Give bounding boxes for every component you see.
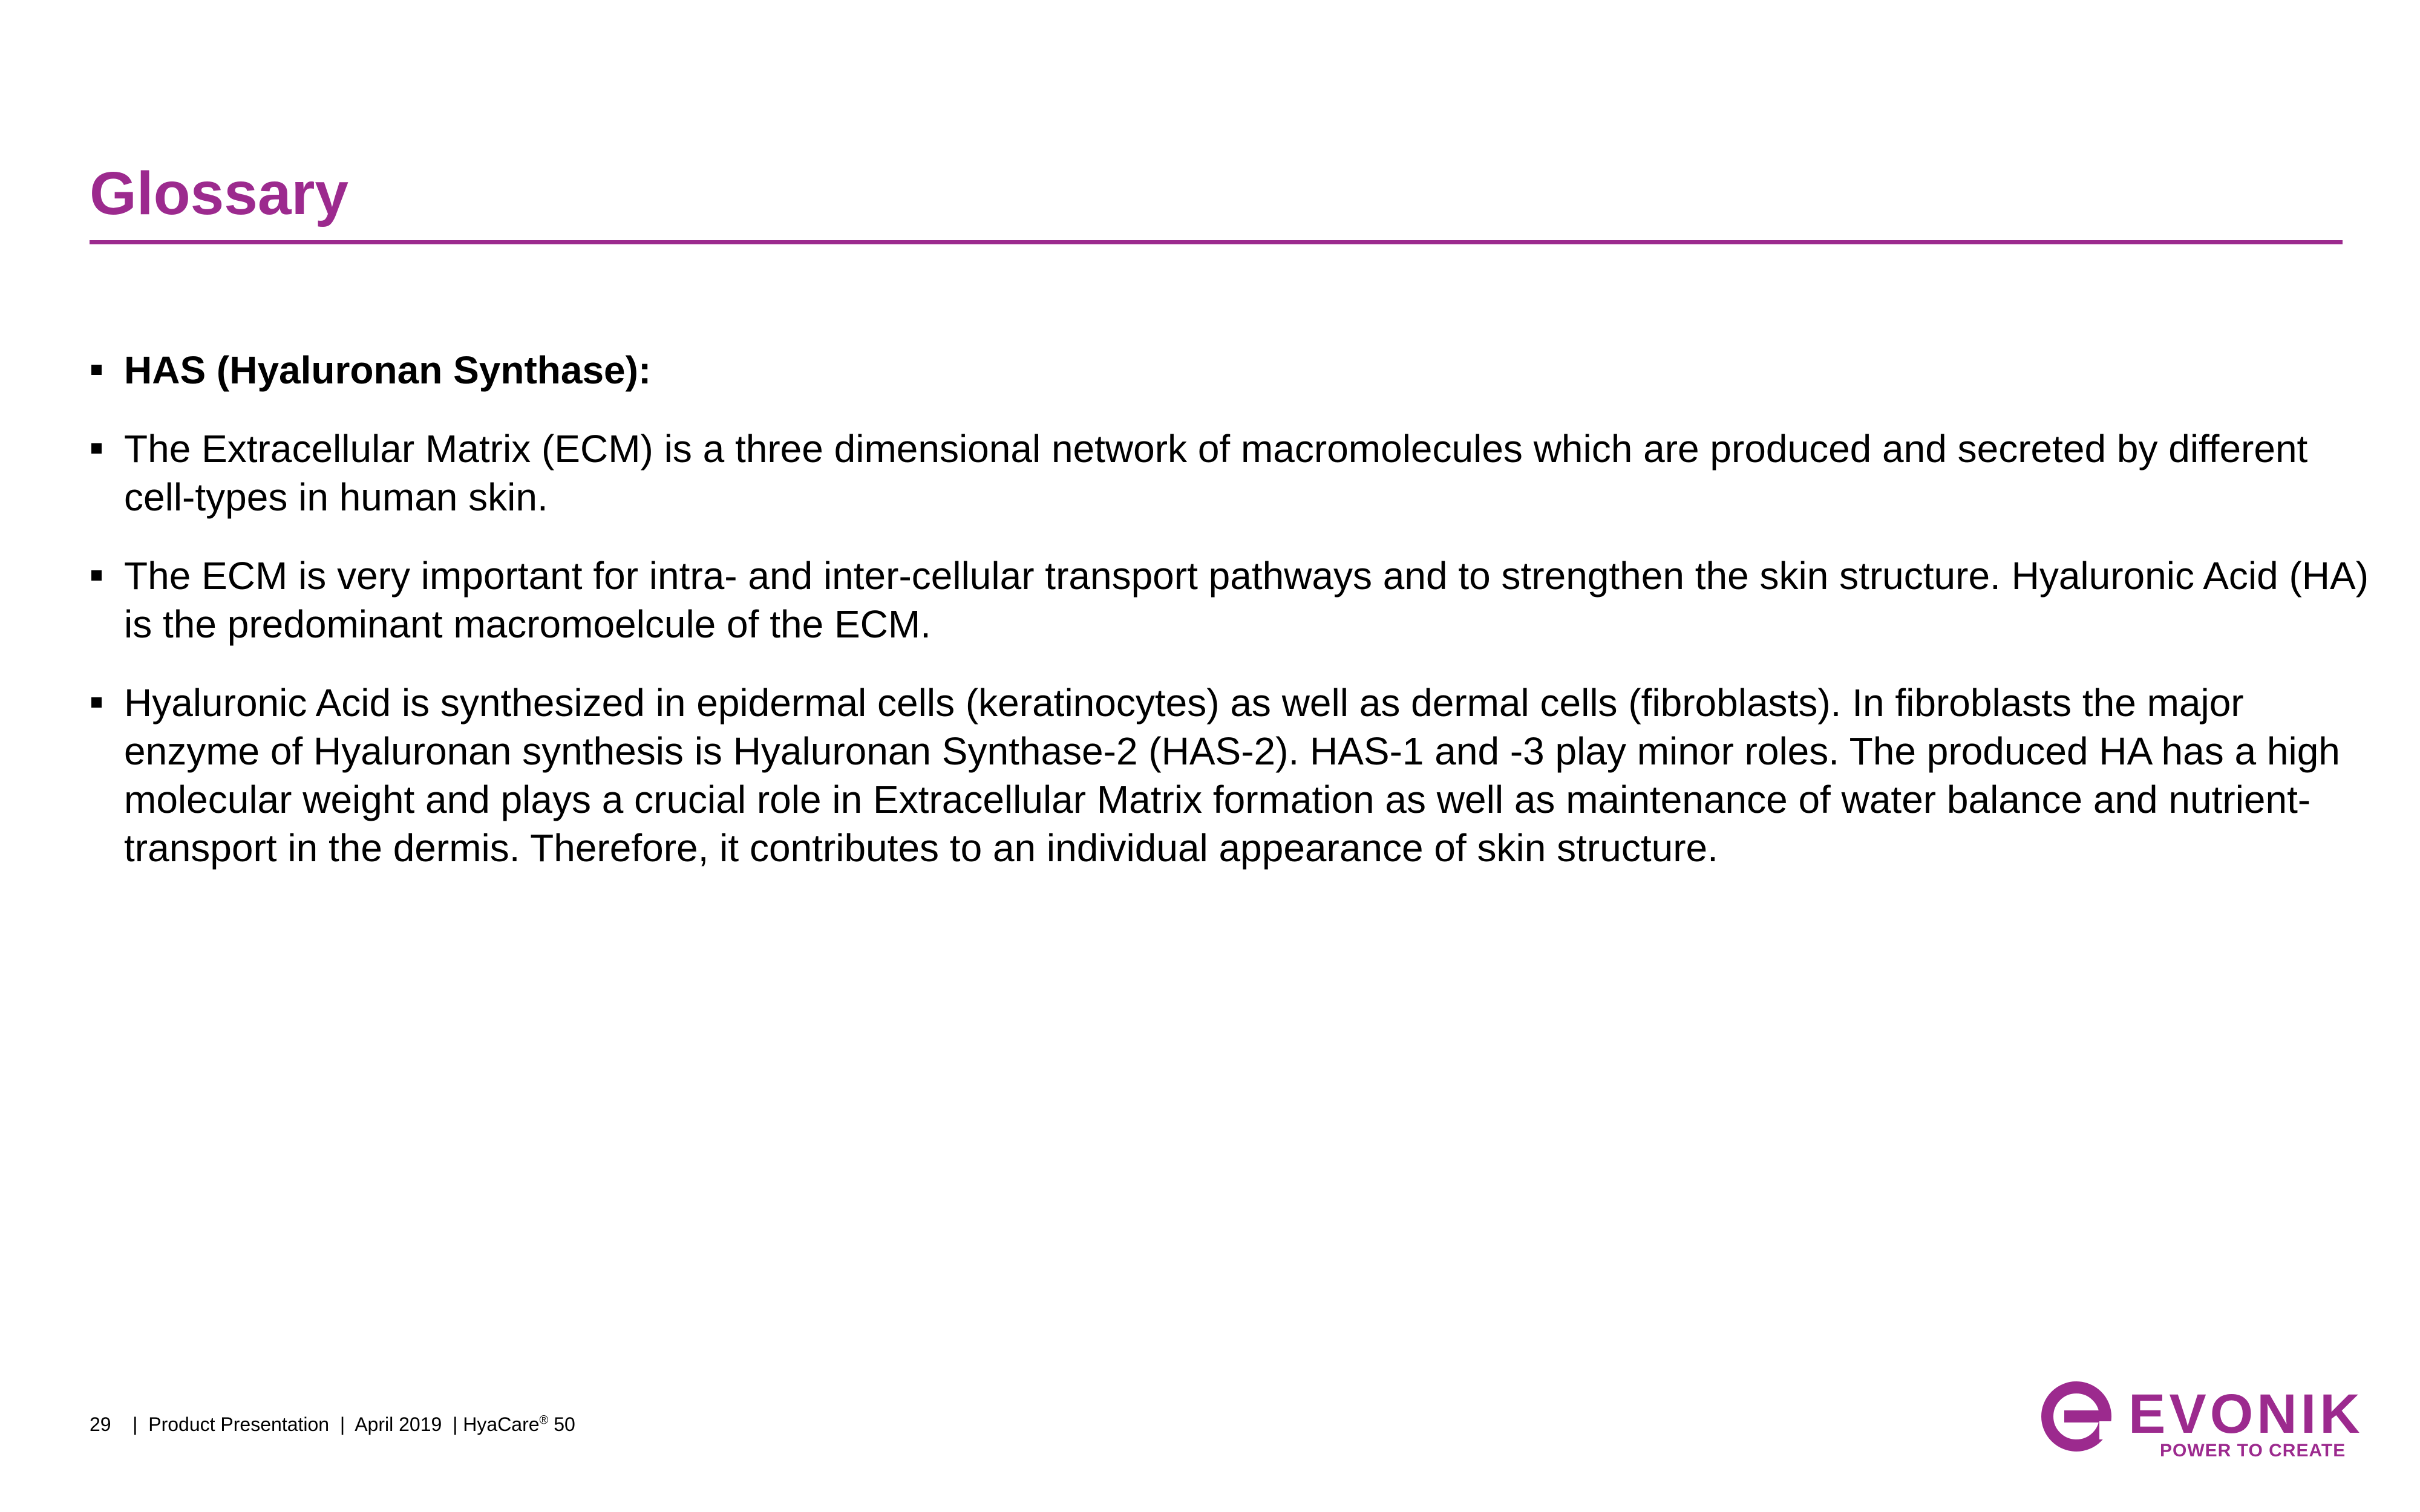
- bullet-text: The ECM is very important for intra- and inter-cellular transport pathways and to strengthen the skin structure. Hyaluronic Acid (HA) is the predominant macromoelcule of the ECM.: [124, 554, 2369, 646]
- square-bullet-icon: [91, 365, 102, 375]
- bullet-item: [90, 425, 2376, 521]
- footer-presentation: Product Presentation: [148, 1413, 330, 1435]
- bullet-text: Hyaluronic Acid is synthesized in epidermal cells (keratinocytes) as well as dermal cells (fibroblasts). In fibroblasts the major enzyme of Hyaluronan synthesis is Hyaluronan Synthase-2 (HAS-2). HAS-1 and -3 play minor roles. The produced HA has a high molecular weight and plays a crucial role in Extracellular Matrix formation as well as maintenance of water balance and nutrient-transport in the dermis. Therefore, it contributes to an individual appearance of skin structure.: [124, 681, 2340, 870]
- logo-wordmark: EVONIK: [2128, 1383, 2364, 1445]
- title-divider: [90, 240, 2343, 244]
- square-bullet-icon: [91, 697, 102, 708]
- square-bullet-icon: [91, 443, 102, 454]
- square-bullet-icon: [91, 570, 102, 581]
- footer-date: April 2019: [355, 1413, 442, 1435]
- bullet-item: [90, 552, 2376, 648]
- evonik-e-icon: [2039, 1379, 2118, 1458]
- footer-product: HyaCare: [463, 1413, 540, 1435]
- page-number: 29: [90, 1413, 111, 1435]
- bullet-text: The Extracellular Matrix (ECM) is a three dimensional network of macromolecules which are produced and secreted by different cell-types in human skin.: [124, 427, 2308, 519]
- slide-footer: 29 | Product Presentation | April 2019 | HyaCare® 50: [90, 1413, 575, 1435]
- logo-tagline: POWER TO CREATE: [2160, 1441, 2346, 1461]
- page-title: Glossary: [90, 160, 349, 227]
- bullet-text: HAS (Hyaluronan Synthase):: [124, 348, 652, 392]
- registered-mark: ®: [539, 1413, 549, 1427]
- evonik-logo: [2039, 1379, 2364, 1464]
- footer-product-suffix: 50: [554, 1413, 575, 1435]
- bullet-item: [90, 346, 2376, 394]
- bullet-item: [90, 679, 2376, 872]
- glossary-bullet-list: [90, 346, 2376, 902]
